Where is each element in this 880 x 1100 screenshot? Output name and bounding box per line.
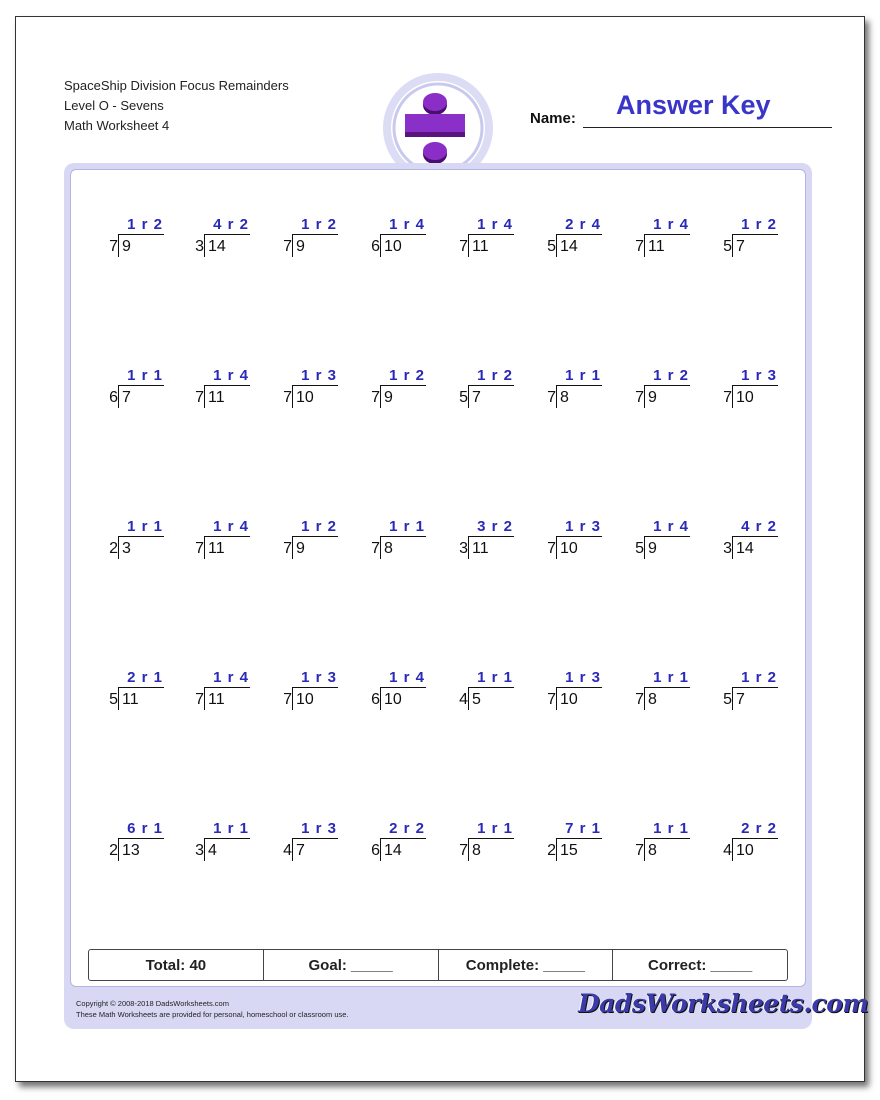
problem-divisor: 2 bbox=[109, 842, 118, 859]
name-label: Name: bbox=[530, 110, 576, 127]
problem-answer: 1 r 1 bbox=[653, 669, 689, 686]
division-problem bbox=[186, 216, 274, 260]
division-problem bbox=[274, 669, 362, 713]
division-problem bbox=[274, 367, 362, 411]
problem-divisor: 6 bbox=[371, 842, 380, 859]
problems-frame bbox=[64, 163, 812, 1029]
problem-answer: 1 r 2 bbox=[127, 216, 163, 233]
problem-answer: 1 r 1 bbox=[565, 367, 601, 384]
problem-answer: 1 r 2 bbox=[653, 367, 689, 384]
problem-answer: 1 r 4 bbox=[213, 669, 249, 686]
problem-divisor: 7 bbox=[723, 389, 732, 406]
division-problem bbox=[186, 820, 274, 864]
problem-dividend: 7 bbox=[122, 389, 131, 406]
division-problem bbox=[714, 367, 802, 411]
problem-dividend: 7 bbox=[296, 842, 305, 859]
division-problem bbox=[362, 518, 450, 562]
problem-dividend: 11 bbox=[472, 540, 489, 557]
division-problem bbox=[450, 518, 538, 562]
problem-dividend: 8 bbox=[384, 540, 393, 557]
usage-notice: These Math Worksheets are provided for personal, homeschool or classroom use. bbox=[76, 1010, 349, 1019]
problem-dividend: 8 bbox=[472, 842, 481, 859]
brand-logo: DadsWorksheets.com bbox=[578, 989, 869, 1018]
problem-answer: 1 r 4 bbox=[213, 367, 249, 384]
problem-dividend: 13 bbox=[122, 842, 140, 859]
problem-dividend: 7 bbox=[736, 238, 745, 255]
problem-divisor: 7 bbox=[635, 238, 644, 255]
division-problem bbox=[100, 518, 188, 562]
problem-dividend: 5 bbox=[472, 691, 481, 708]
problem-dividend: 10 bbox=[560, 691, 578, 708]
problem-dividend: 7 bbox=[736, 691, 745, 708]
problem-answer: 1 r 4 bbox=[477, 216, 513, 233]
problem-divisor: 5 bbox=[723, 691, 732, 708]
worksheet-title: SpaceShip Division Focus Remainders bbox=[64, 78, 289, 93]
problem-divisor: 7 bbox=[547, 389, 556, 406]
problem-divisor: 7 bbox=[371, 540, 380, 557]
problem-dividend: 14 bbox=[736, 540, 754, 557]
problem-divisor: 3 bbox=[195, 842, 204, 859]
division-problem bbox=[450, 820, 538, 864]
score-bar bbox=[88, 949, 788, 981]
problem-divisor: 7 bbox=[283, 540, 292, 557]
division-problem bbox=[186, 669, 274, 713]
problem-divisor: 5 bbox=[109, 691, 118, 708]
division-problem bbox=[538, 669, 626, 713]
problem-divisor: 5 bbox=[723, 238, 732, 255]
name-underline bbox=[583, 127, 832, 128]
division-problem bbox=[100, 367, 188, 411]
problem-divisor: 7 bbox=[283, 691, 292, 708]
score-total: Total: 40 bbox=[89, 950, 264, 980]
problem-dividend: 10 bbox=[736, 389, 754, 406]
problem-answer: 2 r 4 bbox=[565, 216, 601, 233]
problem-dividend: 14 bbox=[560, 238, 578, 255]
problem-answer: 1 r 4 bbox=[213, 518, 249, 535]
problem-answer: 1 r 1 bbox=[477, 669, 513, 686]
division-problem bbox=[274, 518, 362, 562]
problem-dividend: 11 bbox=[208, 691, 225, 708]
problem-divisor: 3 bbox=[723, 540, 732, 557]
problem-divisor: 7 bbox=[283, 238, 292, 255]
division-problem bbox=[186, 367, 274, 411]
problem-divisor: 7 bbox=[283, 389, 292, 406]
problem-divisor: 7 bbox=[635, 691, 644, 708]
score-goal: Goal: _____ bbox=[264, 950, 439, 980]
division-problem bbox=[100, 216, 188, 260]
problem-answer: 1 r 2 bbox=[301, 216, 337, 233]
problem-answer: 1 r 4 bbox=[389, 669, 425, 686]
problem-dividend: 14 bbox=[208, 238, 226, 255]
name-field bbox=[530, 90, 832, 128]
problem-answer: 1 r 1 bbox=[213, 820, 249, 837]
division-problem bbox=[538, 367, 626, 411]
problem-answer: 2 r 1 bbox=[127, 669, 163, 686]
problem-answer: 1 r 3 bbox=[301, 669, 337, 686]
problem-answer: 1 r 3 bbox=[301, 367, 337, 384]
problem-dividend: 11 bbox=[122, 691, 139, 708]
problem-answer: 1 r 3 bbox=[301, 820, 337, 837]
problem-dividend: 10 bbox=[296, 389, 314, 406]
problem-dividend: 10 bbox=[384, 691, 402, 708]
problem-divisor: 2 bbox=[109, 540, 118, 557]
division-problem bbox=[450, 216, 538, 260]
problem-answer: 1 r 4 bbox=[653, 216, 689, 233]
problem-dividend: 11 bbox=[472, 238, 489, 255]
problem-dividend: 10 bbox=[296, 691, 314, 708]
problem-answer: 4 r 2 bbox=[741, 518, 777, 535]
problem-divisor: 3 bbox=[459, 540, 468, 557]
problem-answer: 1 r 2 bbox=[389, 367, 425, 384]
problem-divisor: 7 bbox=[547, 540, 556, 557]
division-problem bbox=[626, 216, 714, 260]
problem-dividend: 8 bbox=[560, 389, 569, 406]
problem-dividend: 3 bbox=[122, 540, 131, 557]
division-problem bbox=[714, 216, 802, 260]
problem-dividend: 9 bbox=[648, 540, 657, 557]
problem-divisor: 2 bbox=[547, 842, 556, 859]
problem-divisor: 6 bbox=[109, 389, 118, 406]
problem-divisor: 7 bbox=[109, 238, 118, 255]
problem-dividend: 15 bbox=[560, 842, 578, 859]
problem-answer: 2 r 2 bbox=[389, 820, 425, 837]
division-problem bbox=[538, 216, 626, 260]
problem-answer: 3 r 2 bbox=[477, 518, 513, 535]
problem-divisor: 7 bbox=[195, 691, 204, 708]
problem-dividend: 9 bbox=[296, 540, 305, 557]
division-problem bbox=[714, 518, 802, 562]
division-problem bbox=[362, 367, 450, 411]
problem-divisor: 7 bbox=[195, 389, 204, 406]
problem-dividend: 4 bbox=[208, 842, 217, 859]
problem-divisor: 4 bbox=[283, 842, 292, 859]
problem-divisor: 5 bbox=[635, 540, 644, 557]
division-problem bbox=[714, 820, 802, 864]
division-problem bbox=[538, 518, 626, 562]
problems-panel bbox=[70, 169, 806, 987]
problem-divisor: 7 bbox=[459, 238, 468, 255]
division-problem bbox=[450, 367, 538, 411]
problem-answer: 1 r 4 bbox=[653, 518, 689, 535]
problem-answer: 7 r 1 bbox=[565, 820, 601, 837]
problem-answer: 1 r 1 bbox=[653, 820, 689, 837]
division-problem bbox=[626, 669, 714, 713]
problem-answer: 2 r 2 bbox=[741, 820, 777, 837]
division-problem bbox=[538, 820, 626, 864]
division-problem bbox=[362, 820, 450, 864]
problem-answer: 1 r 1 bbox=[477, 820, 513, 837]
score-complete: Complete: _____ bbox=[439, 950, 614, 980]
problem-dividend: 9 bbox=[648, 389, 657, 406]
division-problem bbox=[450, 669, 538, 713]
problem-divisor: 6 bbox=[371, 238, 380, 255]
copyright-line: Copyright © 2008-2018 DadsWorksheets.com bbox=[76, 999, 229, 1008]
division-problem bbox=[274, 820, 362, 864]
division-problem bbox=[274, 216, 362, 260]
problem-answer: 1 r 2 bbox=[477, 367, 513, 384]
answer-key-label: Answer Key bbox=[616, 90, 771, 120]
worksheet-number: Math Worksheet 4 bbox=[64, 118, 170, 133]
problem-answer: 1 r 2 bbox=[741, 669, 777, 686]
problem-dividend: 8 bbox=[648, 842, 657, 859]
problem-answer: 1 r 2 bbox=[301, 518, 337, 535]
problem-divisor: 5 bbox=[547, 238, 556, 255]
problem-divisor: 5 bbox=[459, 389, 468, 406]
problem-divisor: 7 bbox=[195, 540, 204, 557]
division-problem bbox=[714, 669, 802, 713]
problem-answer: 1 r 4 bbox=[389, 216, 425, 233]
problem-dividend: 8 bbox=[648, 691, 657, 708]
problem-divisor: 6 bbox=[371, 691, 380, 708]
worksheet-level: Level O - Sevens bbox=[64, 98, 164, 113]
copyright-text bbox=[76, 998, 349, 1020]
problem-answer: 1 r 1 bbox=[127, 367, 163, 384]
division-problem bbox=[626, 367, 714, 411]
division-problem bbox=[186, 518, 274, 562]
problem-divisor: 4 bbox=[723, 842, 732, 859]
problem-dividend: 9 bbox=[296, 238, 305, 255]
problem-divisor: 3 bbox=[195, 238, 204, 255]
division-problem bbox=[362, 216, 450, 260]
problem-dividend: 10 bbox=[736, 842, 754, 859]
problem-dividend: 14 bbox=[384, 842, 402, 859]
problem-answer: 1 r 2 bbox=[741, 216, 777, 233]
problem-divisor: 7 bbox=[635, 389, 644, 406]
problem-answer: 4 r 2 bbox=[213, 216, 249, 233]
division-problem bbox=[362, 669, 450, 713]
problem-divisor: 7 bbox=[371, 389, 380, 406]
problem-dividend: 10 bbox=[384, 238, 402, 255]
problem-dividend: 11 bbox=[648, 238, 665, 255]
division-problem bbox=[626, 820, 714, 864]
division-problem bbox=[626, 518, 714, 562]
score-correct: Correct: _____ bbox=[648, 956, 753, 974]
problem-dividend: 7 bbox=[472, 389, 481, 406]
problem-answer: 6 r 1 bbox=[127, 820, 163, 837]
problem-divisor: 7 bbox=[635, 842, 644, 859]
problem-dividend: 11 bbox=[208, 389, 225, 406]
division-problem bbox=[100, 669, 188, 713]
problem-answer: 1 r 1 bbox=[127, 518, 163, 535]
problem-divisor: 4 bbox=[459, 691, 468, 708]
problem-dividend: 9 bbox=[122, 238, 131, 255]
problem-divisor: 7 bbox=[459, 842, 468, 859]
problem-dividend: 11 bbox=[208, 540, 225, 557]
problem-dividend: 9 bbox=[384, 389, 393, 406]
problem-answer: 1 r 1 bbox=[389, 518, 425, 535]
problem-answer: 1 r 3 bbox=[741, 367, 777, 384]
problem-answer: 1 r 3 bbox=[565, 518, 601, 535]
problem-answer: 1 r 3 bbox=[565, 669, 601, 686]
problem-dividend: 10 bbox=[560, 540, 578, 557]
problem-divisor: 7 bbox=[547, 691, 556, 708]
division-problem bbox=[100, 820, 188, 864]
